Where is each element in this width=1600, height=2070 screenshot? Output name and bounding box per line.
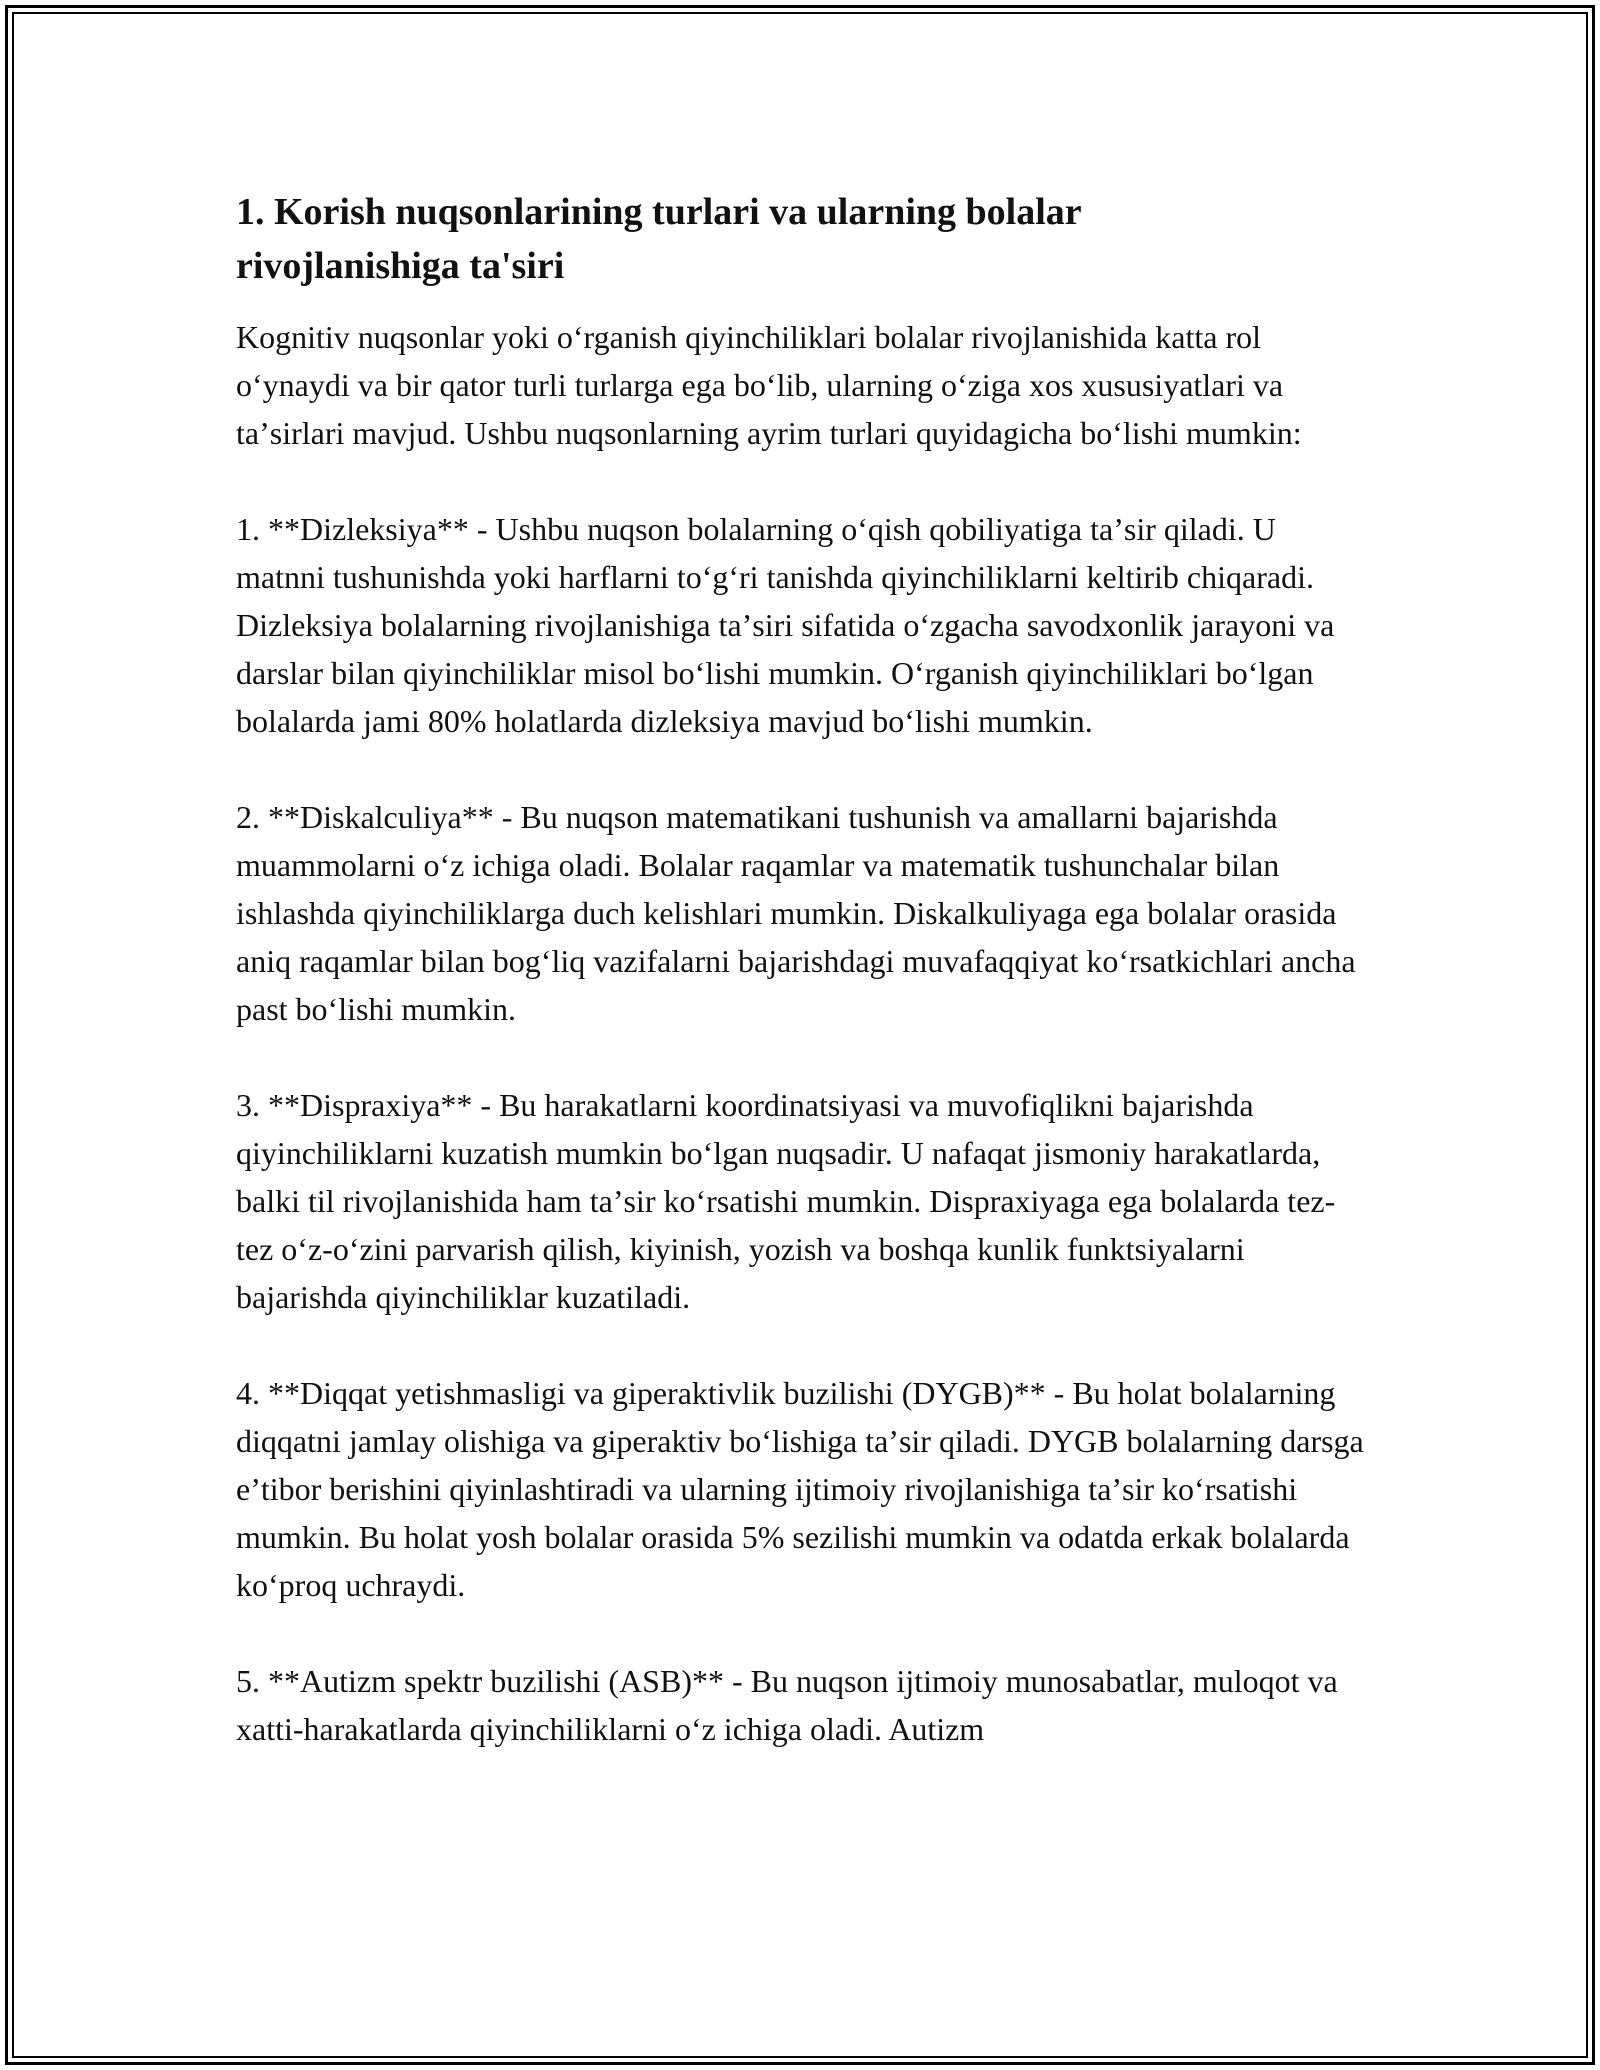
list-item-dyspraxia: 3. **Dispraxiya** - Bu harakatlarni koordinatsiyasi va muvofiqlikni bajarishda qiyinchiliklarni kuzatish mumkin boʻlgan nuqsadir. U nafaqat jismoniy harakatlarda, balki til rivojlanishida ham taʼsir koʻrsatishi mumkin. Dispraxiyaga ega bolalarda tez-tez oʻz-oʻzini parvarish qilish, kiyinish, yozish va boshqa kunlik funktsiyalarni bajarishda qiyinchiliklar kuzatiladi. (236, 1087, 1336, 1315)
list-item-dyslexia: 1. **Dizleksiya** - Ushbu nuqson bolalarning oʻqish qobiliyatiga taʼsir qiladi. U matnni tushunishda yoki harflarni toʻgʻri tanishda qiyinchiliklarni keltirib chiqaradi. Dizleksiya bolalarning rivojlanishiga taʼsiri sifatida oʻzgacha savodxonlik jarayoni va darslar bilan qiyinchiliklar misol boʻlishi mumkin. Oʻrganish qiyinchiliklari boʻlgan bolalarda jami 80% holatlarda dizleksiya mavjud boʻlishi mumkin. (236, 511, 1335, 739)
document-body (236, 185, 1366, 1753)
list-item-dyscalculia: 2. **Diskalculiya** - Bu nuqson matematikani tushunish va amallarni bajarishda muammolarni oʻz ichiga oladi. Bolalar raqamlar va matematik tushunchalar bilan ishlashda qiyinchiliklarga duch kelishlari mumkin. Diskalkuliyaga ega bolalar orasida aniq raqamlar bilan bogʻliq vazifalarni bajarishdagi muvafaqqiyat koʻrsatkichlari ancha past boʻlishi mumkin. (236, 799, 1356, 1027)
section-title: 1. Korish nuqsonlarining turlari va ularning bolalar rivojlanishiga ta'siri (236, 191, 1081, 287)
list-item-autism: 5. **Autizm spektr buzilishi (ASB)** - Bu nuqson ijtimoiy munosabatlar, muloqot va xatti-harakatlarda qiyinchiliklarni oʻz ichiga oladi. Autizm (236, 1663, 1338, 1747)
intro-paragraph: Kognitiv nuqsonlar yoki oʻrganish qiyinchiliklari bolalar rivojlanishida katta rol oʻynaydi va bir qator turli turlarga ega boʻlib, ularning oʻziga xos xususiyatlari va taʼsirlari mavjud. Ushbu nuqsonlarning ayrim turlari quyidagicha boʻlishi mumkin: (236, 319, 1302, 451)
list-item-adhd: 4. **Diqqat yetishmasligi va giperaktivlik buzilishi (DYGB)** - Bu holat bolalarning diqqatni jamlay olishiga va giperaktiv boʻlishiga taʼsir qiladi. DYGB bolalarning darsga eʼtibor berishini qiyinlashtiradi va ularning ijtimoiy rivojlanishiga taʼsir koʻrsatishi mumkin. Bu holat yosh bolalar orasida 5% sezilishi mumkin va odatda erkak bolalarda koʻproq uchraydi. (236, 1375, 1364, 1603)
